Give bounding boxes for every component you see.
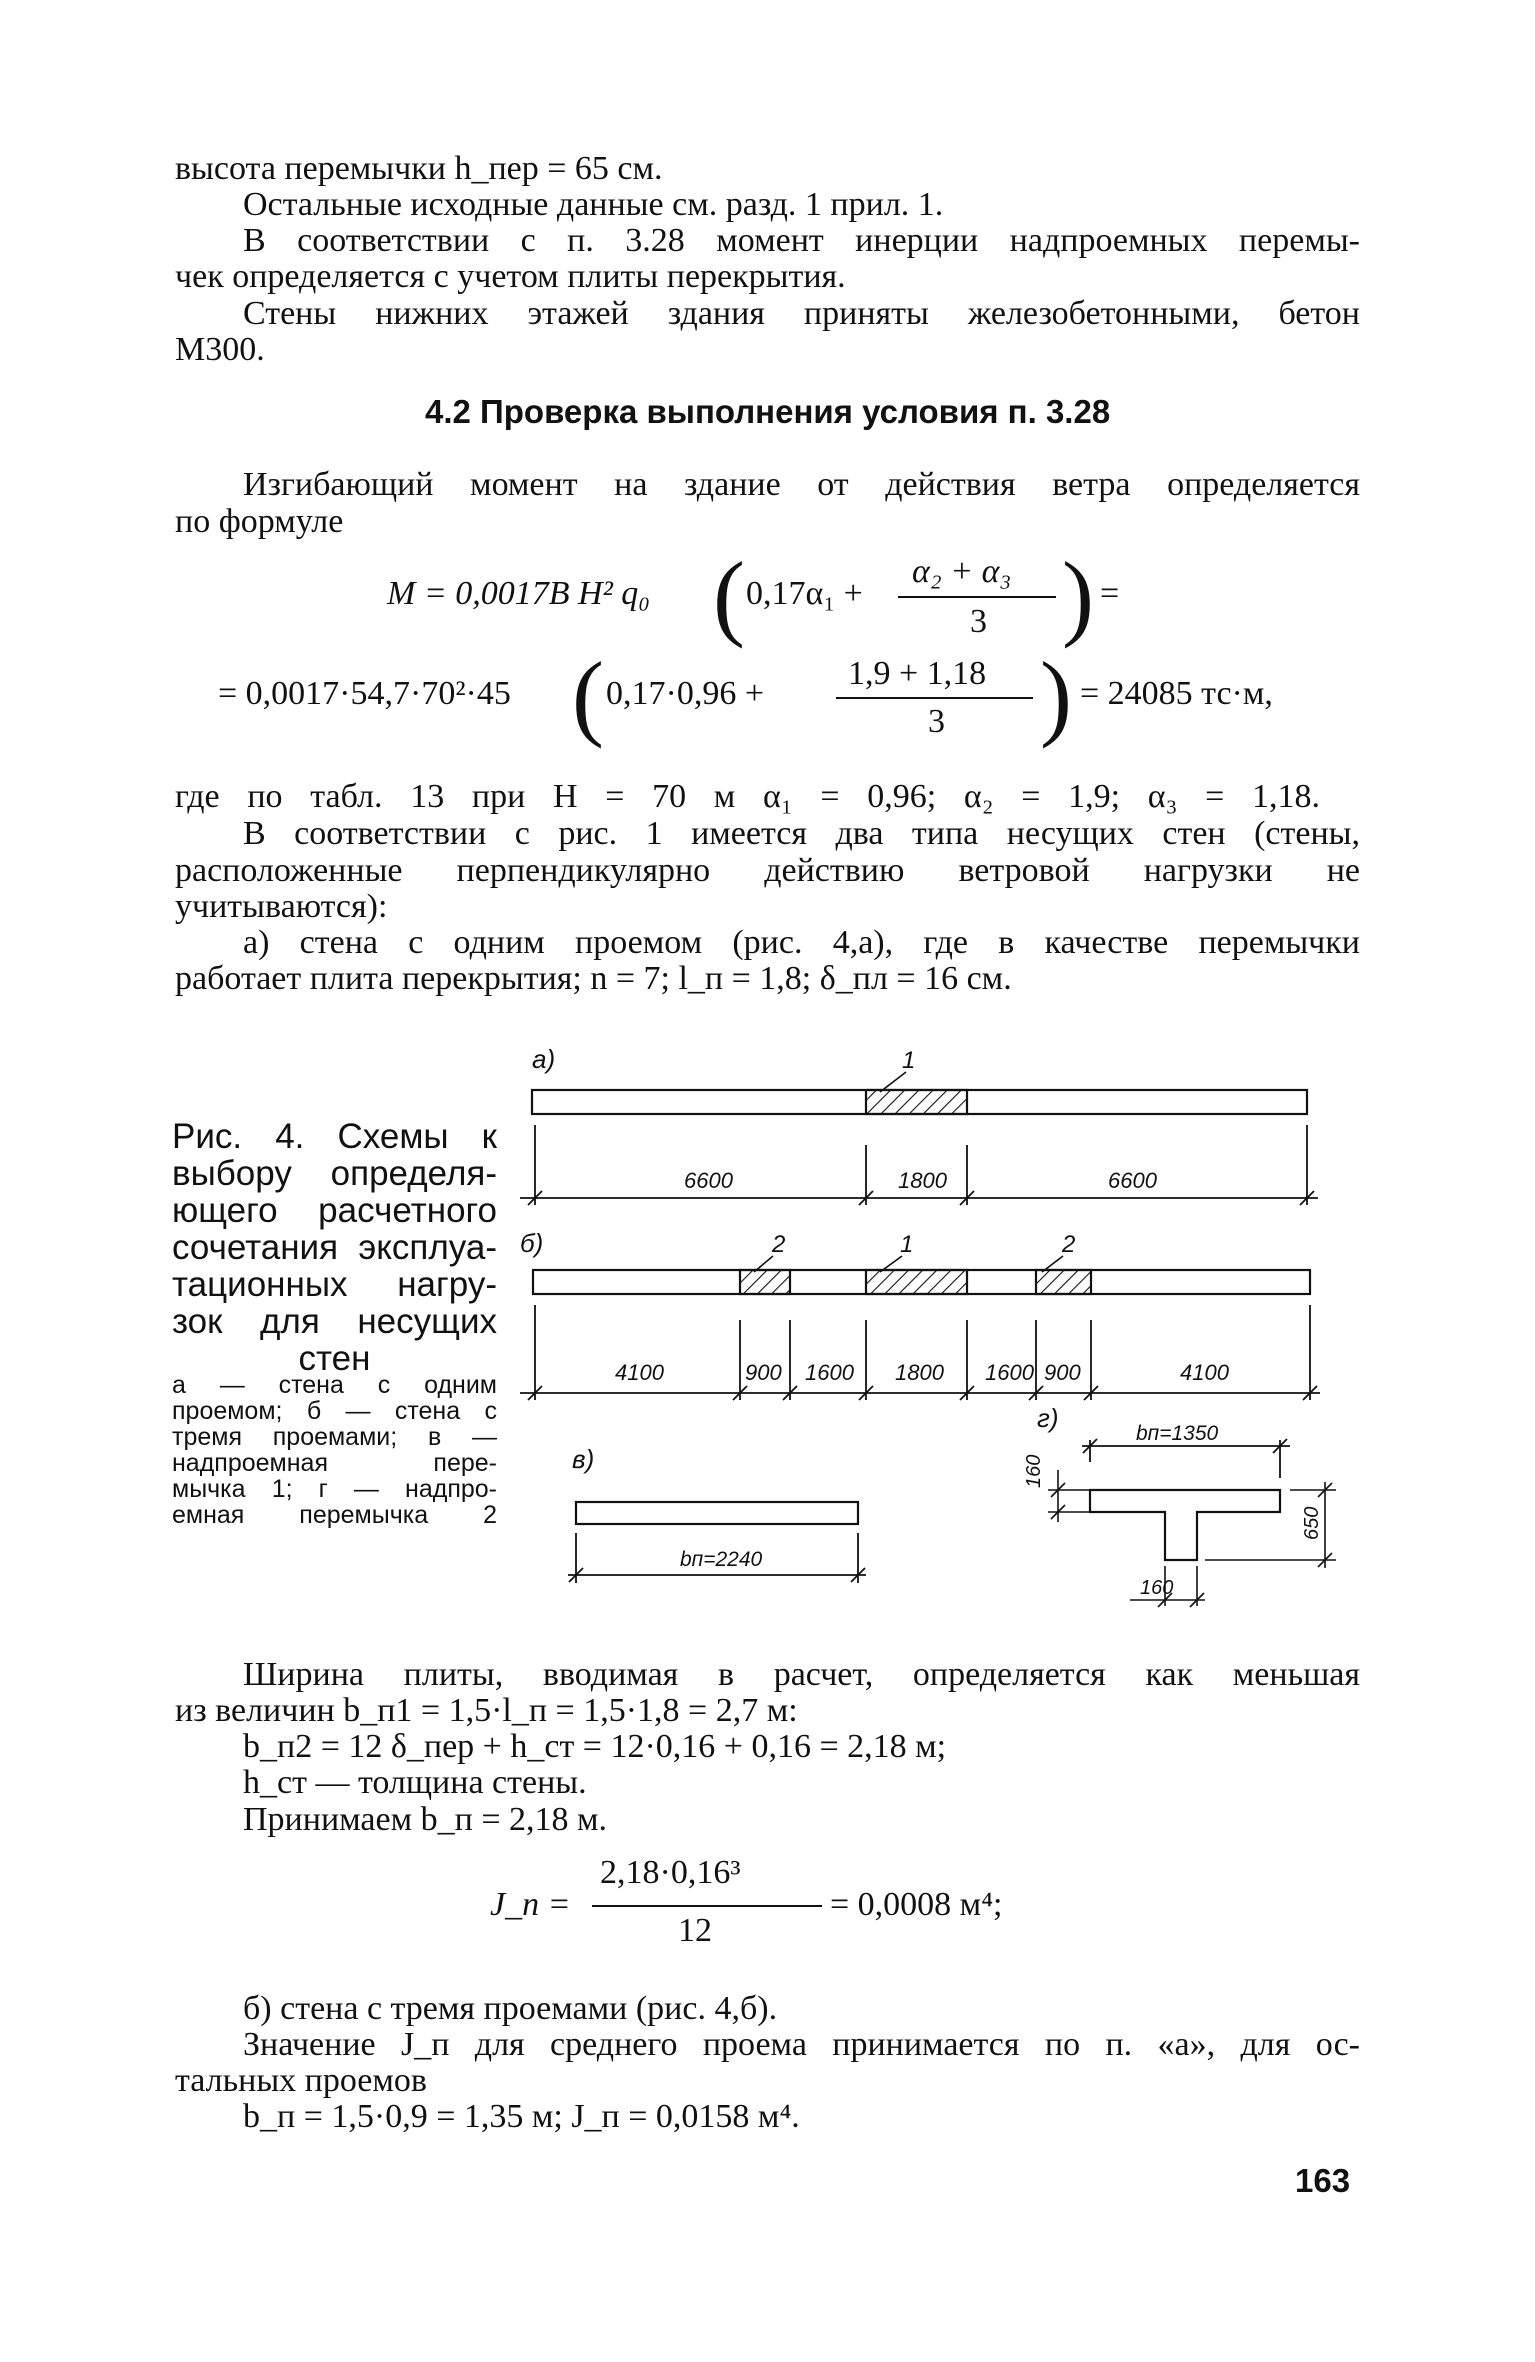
dim-6600: 6600 bbox=[1108, 1168, 1157, 1193]
legend-line: а — стена с одним bbox=[172, 1371, 497, 1399]
legend-line: проемом; б — стена с bbox=[172, 1397, 497, 1425]
formula-result: = 24085 тс·м, bbox=[1080, 675, 1273, 712]
label-v: в) bbox=[572, 1444, 595, 1474]
legend-line: мычка 1; г — надпро- bbox=[172, 1475, 497, 1503]
lintel-2 bbox=[1036, 1270, 1091, 1294]
fraction-denominator: 3 bbox=[928, 703, 945, 740]
text-line: М300. bbox=[175, 331, 265, 368]
text-line: Ширина плиты, вводимая в расчет, определяется как меньшая bbox=[243, 1656, 1360, 1693]
formula-lhs: = 0,0017·54,7·70²·45 bbox=[218, 675, 511, 712]
legend-line: тремя проемами; в — bbox=[172, 1423, 497, 1451]
text-line: высота перемычки h_пер = 65 см. bbox=[175, 150, 663, 187]
dim-650: 650 bbox=[1301, 1506, 1323, 1540]
text-line: Остальные исходные данные см. разд. 1 прил. 1. bbox=[243, 186, 944, 223]
text-line: а) стена с одним проемом (рис. 4,а), где в качестве перемычки bbox=[243, 924, 1360, 961]
label-b: б) bbox=[520, 1228, 544, 1258]
dim-1800: 1800 bbox=[895, 1360, 944, 1385]
caption-line: зок для несущих bbox=[172, 1302, 497, 1341]
fraction-denominator: 3 bbox=[970, 603, 987, 640]
formula-inner: 0,17·0,96 + bbox=[606, 675, 764, 712]
text-line: h_ст — толщина стены. bbox=[243, 1764, 587, 1801]
fraction-bar bbox=[592, 1905, 822, 1907]
paren-left: ( bbox=[713, 542, 745, 649]
text-line: чек определяется с учетом плиты перекрытия. bbox=[175, 258, 846, 295]
text-line: Значение J_п для среднего проема принимается по п. «а», для ос- bbox=[243, 2026, 1360, 2063]
text-line: где по табл. 13 при H = 70 м α₁ = 0,96; α₂ = 1,9; α₃ = 1,18. bbox=[175, 778, 1320, 815]
text-line: б) стена с тремя проемами (рис. 4,б). bbox=[243, 1990, 778, 2027]
lintel-2-section bbox=[1090, 1490, 1280, 1560]
dim-900: 900 bbox=[745, 1360, 782, 1385]
label-a: а) bbox=[532, 1044, 556, 1074]
fraction-numerator: 2,18·0,16³ bbox=[600, 1854, 741, 1891]
lintel-1-section bbox=[576, 1502, 858, 1524]
text-line: тальных проемов bbox=[175, 2062, 427, 2099]
text-line: Изгибающий момент на здание от действия ветра определяется bbox=[243, 466, 1360, 503]
paren-right: ) bbox=[1040, 642, 1072, 749]
text-line: Принимаем b_п = 2,18 м. bbox=[243, 1801, 608, 1838]
lintel-1 bbox=[866, 1270, 967, 1294]
label-b-2: 2 bbox=[1062, 1231, 1076, 1258]
lintel-2 bbox=[740, 1270, 790, 1294]
text-line: В соответствии с рис. 1 имеется два типа несущих стен (стены, bbox=[243, 815, 1360, 852]
dim-bp-1350: bп=1350 bbox=[1136, 1422, 1219, 1445]
text-line: В соответствии с п. 3.28 момент инерции надпроемных перемы- bbox=[243, 222, 1360, 259]
dim-160-vertical: 160 bbox=[1023, 1454, 1045, 1488]
dim-900: 900 bbox=[1044, 1360, 1081, 1385]
text-line: работает плита перекрытия; n = 7; l_п = 1,8; δ_пл = 16 см. bbox=[175, 960, 1012, 997]
legend-line: надпроемная пере- bbox=[172, 1449, 497, 1477]
dim-bp-2240: bп=2240 bbox=[680, 1548, 763, 1571]
lintel-1 bbox=[866, 1090, 967, 1114]
section-heading: 4.2 Проверка выполнения условия п. 3.28 bbox=[425, 393, 1111, 430]
dim-4100: 4100 bbox=[615, 1360, 664, 1385]
dim-1800: 1800 bbox=[898, 1168, 947, 1193]
formula-result: = 0,0008 м⁴; bbox=[830, 1886, 1003, 1923]
label-g: г) bbox=[1037, 1403, 1059, 1433]
dim-4100: 4100 bbox=[1180, 1360, 1229, 1385]
label-b-1: 1 bbox=[900, 1231, 914, 1258]
formula-equals: = bbox=[1100, 575, 1120, 612]
text-line: Стены нижних этажей здания приняты железобетонными, бетон bbox=[243, 295, 1360, 332]
label-a-1: 1 bbox=[902, 1047, 916, 1074]
caption-line: стен bbox=[298, 1339, 371, 1378]
text-line: из величин b_п1 = 1,5·l_п = 1,5·1,8 = 2,7 м: bbox=[175, 1692, 798, 1729]
text-line: b_п2 = 12 δ_пер + h_ст = 12·0,16 + 0,16 = 2,18 м; bbox=[243, 1728, 947, 1765]
formula-lhs: M = 0,0017B H² q₀ bbox=[387, 575, 651, 612]
caption-line: ющего расчетного bbox=[172, 1191, 497, 1230]
text-line: b_п = 1,5·0,9 = 1,35 м; J_п = 0,0158 м⁴. bbox=[243, 2098, 800, 2135]
caption-line: сочетания эксплуа- bbox=[172, 1228, 497, 1267]
text-line: по формуле bbox=[175, 503, 344, 540]
text-line: учитываются): bbox=[175, 888, 388, 925]
fraction-denominator: 12 bbox=[678, 1912, 712, 1949]
caption-line: выбору определя- bbox=[172, 1154, 497, 1193]
text-line: расположенные перпендикулярно действию ветровой нагрузки не bbox=[175, 852, 1360, 889]
fraction-numerator: α₂ + α₃ bbox=[912, 553, 1012, 590]
caption-line: Рис. 4. Схемы к bbox=[172, 1117, 497, 1156]
dim-1600: 1600 bbox=[805, 1360, 854, 1385]
paren-right: ) bbox=[1062, 542, 1094, 649]
fraction-numerator: 1,9 + 1,18 bbox=[848, 655, 987, 692]
formula-inner: 0,17α₁ + bbox=[746, 575, 863, 612]
dim-6600: 6600 bbox=[684, 1168, 733, 1193]
dim-1600: 1600 bbox=[985, 1360, 1034, 1385]
formula-lhs: J_п = bbox=[490, 1886, 571, 1923]
paren-left: ( bbox=[572, 642, 604, 749]
label-b-2: 2 bbox=[772, 1231, 786, 1258]
page-number: 163 bbox=[1295, 2162, 1351, 2199]
caption-line: тационных нагру- bbox=[172, 1265, 497, 1304]
dim-160-horizontal: 160 bbox=[1140, 1577, 1174, 1599]
legend-line: емная перемычка 2 bbox=[172, 1501, 497, 1529]
